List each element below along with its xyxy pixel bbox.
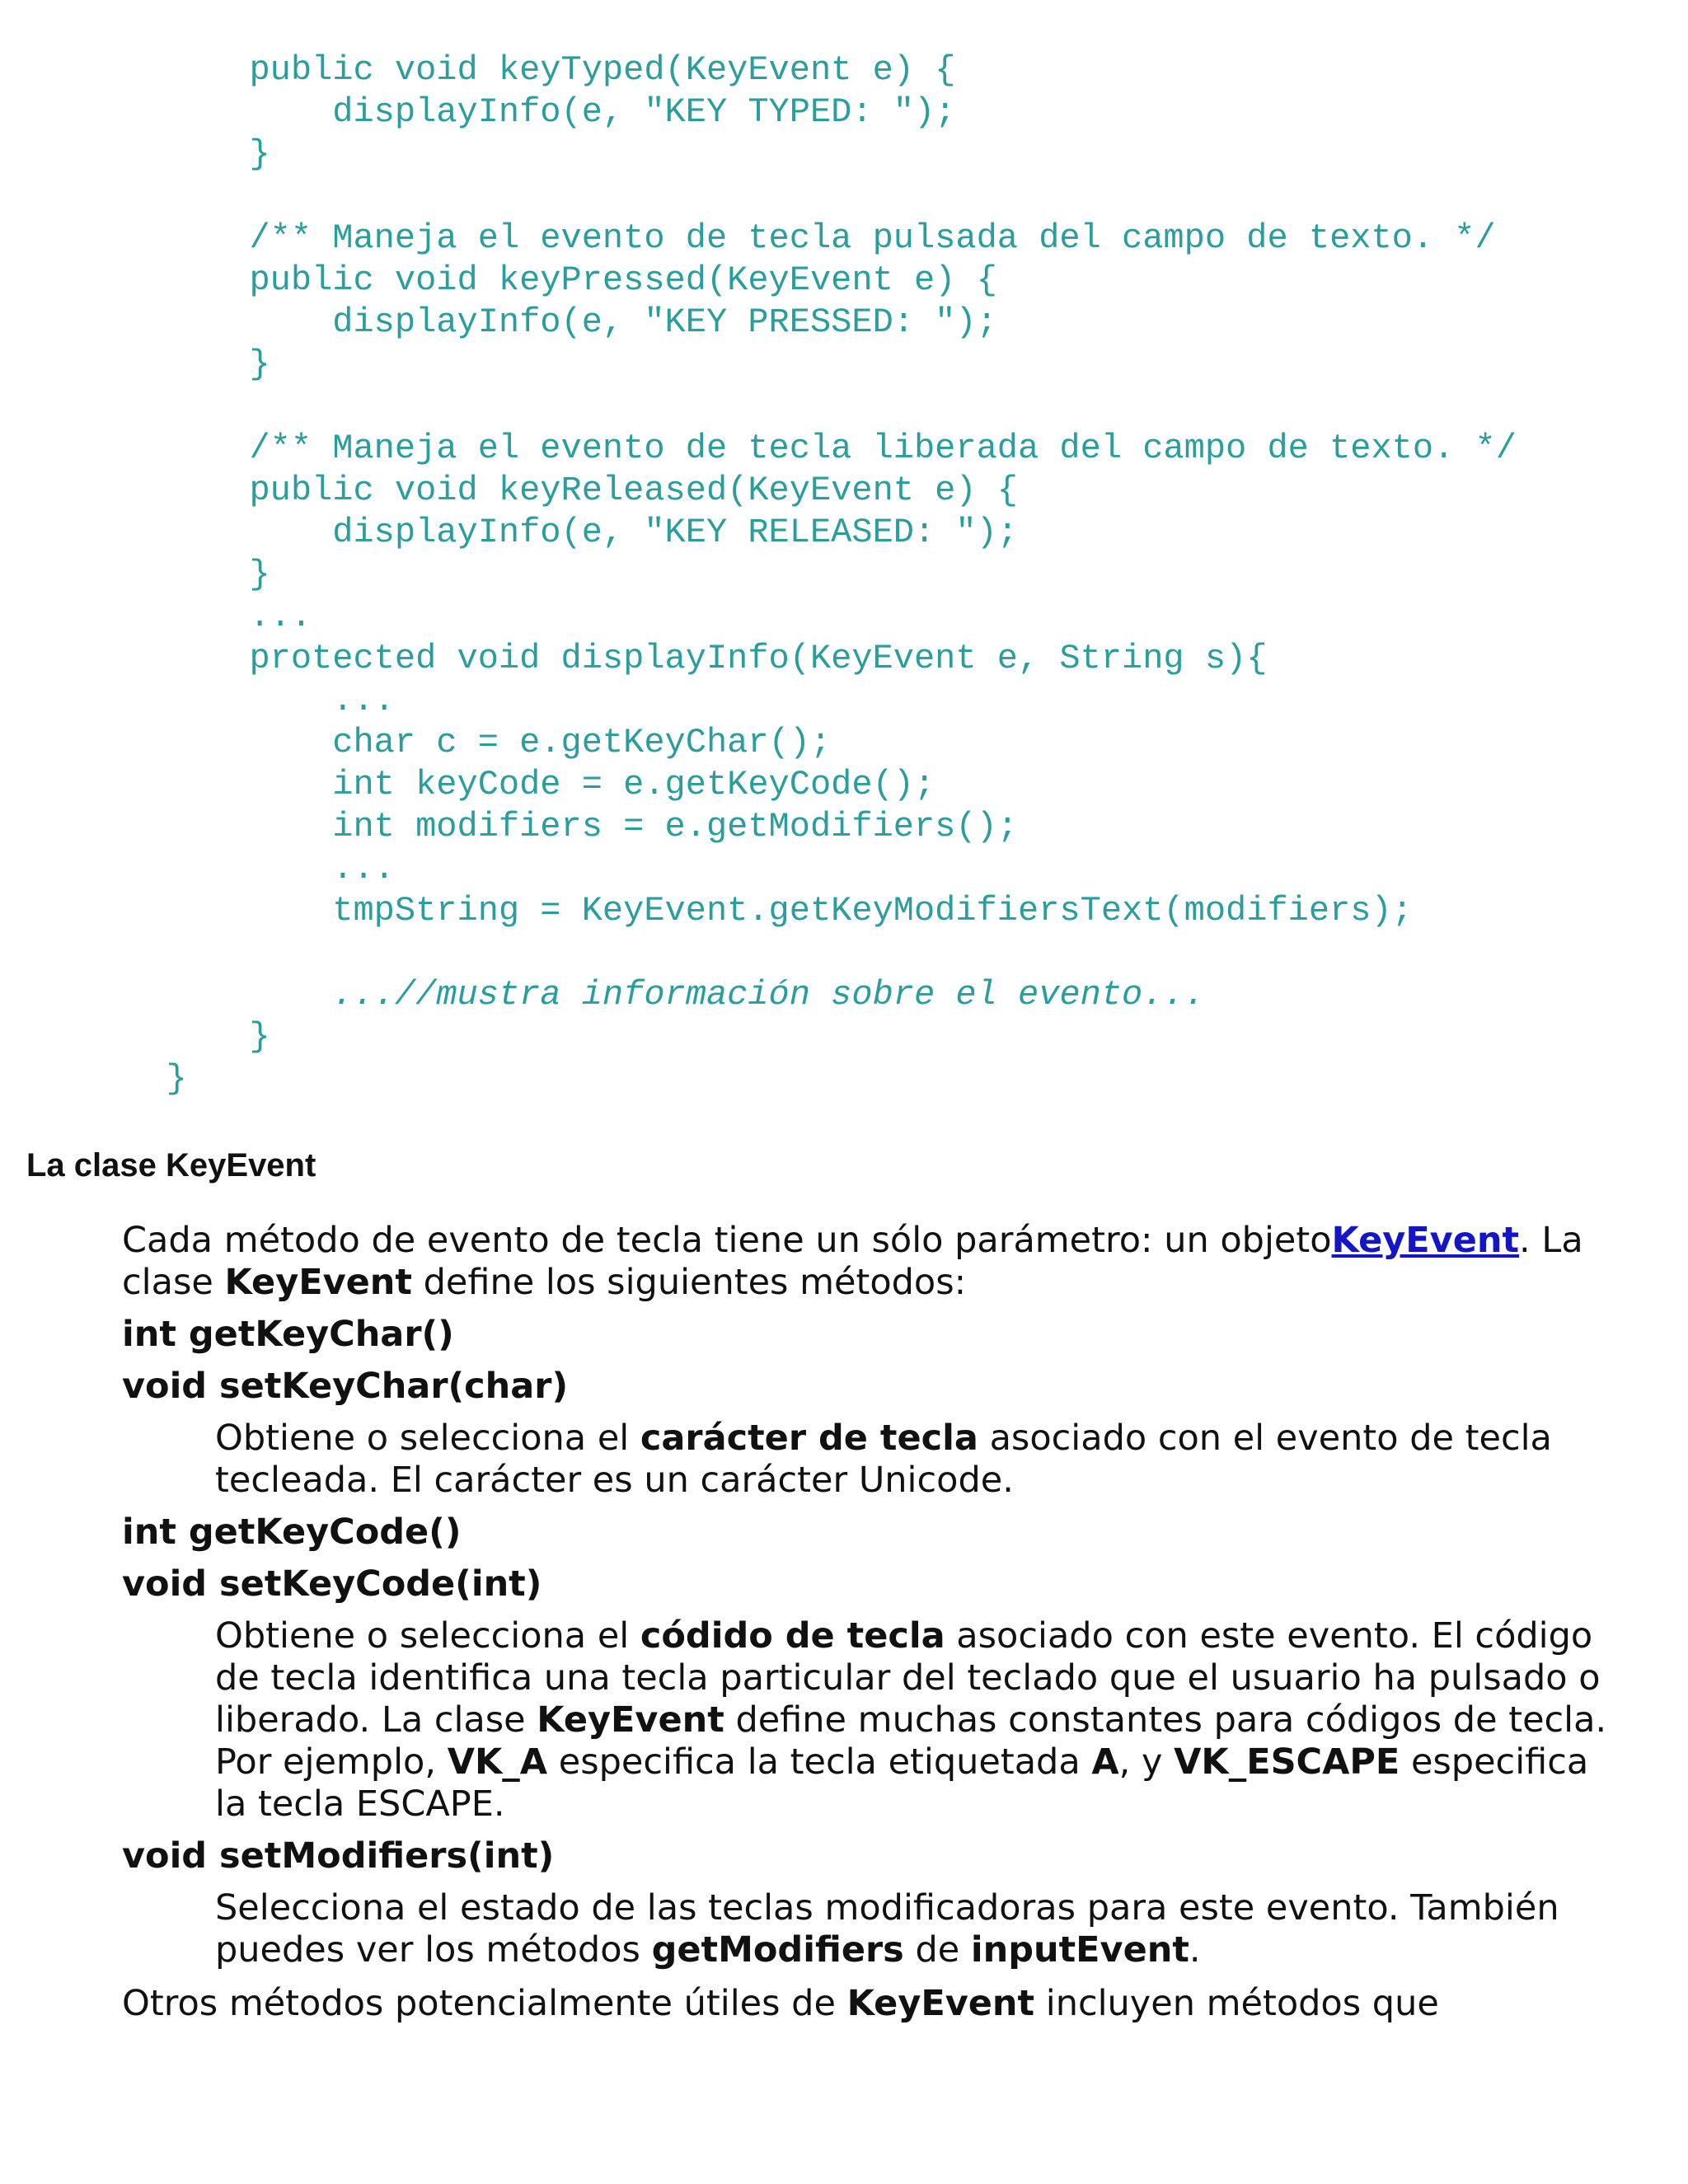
outro-text-2: incluyen métodos que (1034, 1983, 1439, 2024)
intro-bold-keyevent: KeyEvent (224, 1262, 412, 1303)
code-line (0, 932, 1517, 974)
desc-bold: KeyEvent (537, 1699, 724, 1741)
code-line: displayInfo(e, "KEY PRESSED: "); (0, 302, 997, 342)
desc-text: Obtiene o selecciona el (215, 1418, 640, 1459)
code-line: char c = e.getKeyChar(); (0, 723, 832, 762)
desc-text: de (903, 1929, 971, 1971)
code-line: ... (0, 681, 395, 720)
method-term-setkeychar: void setKeyChar(char) (122, 1366, 569, 1407)
section-body (122, 1220, 1622, 2025)
intro-text: Cada método de evento de tecla tiene un sólo parámetro: un objeto (122, 1220, 1332, 1261)
outro-text: Otros métodos potencialmente útiles de (122, 1983, 847, 2024)
desc-bold: carácter de tecla (640, 1418, 978, 1459)
method-term-setmodifiers: void setModifiers(int) (122, 1835, 555, 1877)
desc-text: . (1189, 1929, 1201, 1971)
code-line: /** Maneja el evento de tecla liberada del campo de texto. */ (0, 429, 1517, 468)
code-listing (0, 49, 1517, 1100)
section-heading: La clase KeyEvent (26, 1147, 316, 1183)
method-desc-modifiers (215, 1887, 1622, 1971)
code-line: ... (0, 849, 395, 888)
keyevent-link[interactable]: KeyEvent (1331, 1220, 1520, 1261)
desc-bold: getModifiers (651, 1929, 904, 1971)
desc-text: Selecciona el estado de las teclas modificadoras para este evento. También puedes ver los métodos (215, 1887, 1559, 1971)
method-term-getkeycode: int getKeyCode() (122, 1511, 462, 1553)
desc-bold: códido de tecla (640, 1615, 945, 1657)
code-line: } (0, 1017, 270, 1057)
desc-text: asociado con el evento de tecla tecleada. El carácter es un carácter Unicode. (215, 1418, 1552, 1501)
code-line: public void keyTyped(KeyEvent e) { (0, 50, 956, 90)
code-line: /** Maneja el evento de tecla pulsada del campo de texto. */ (0, 218, 1496, 258)
desc-bold: inputEvent (970, 1929, 1189, 1971)
code-line: protected void displayInfo(KeyEvent e, String s){ (0, 639, 1268, 678)
code-line: int keyCode = e.getKeyCode(); (0, 765, 935, 804)
method-term-getkeychar: int getKeyChar() (122, 1314, 454, 1355)
method-desc-keycode (215, 1615, 1622, 1825)
code-line: } (0, 134, 270, 174)
code-line: int modifiers = e.getModifiers(); (0, 807, 1019, 846)
method-desc-keychar (215, 1418, 1622, 1502)
code-line: displayInfo(e, "KEY RELEASED: "); (0, 513, 1019, 552)
code-line: displayInfo(e, "KEY TYPED: "); (0, 92, 956, 132)
desc-text: , y (1118, 1741, 1175, 1783)
desc-text: Obtiene o selecciona el (215, 1615, 640, 1657)
desc-text: especifica la tecla etiquetada (547, 1741, 1092, 1783)
intro-paragraph (122, 1220, 1622, 1304)
method-term-setkeycode: void setKeyCode(int) (122, 1563, 542, 1605)
desc-text: asociado con este evento. El código de tecla identifica una tecla particular del teclado que el usuario ha pulsado o liberado. La clase (215, 1615, 1601, 1741)
desc-bold: VK_ESCAPE (1174, 1741, 1400, 1783)
intro-text-2: . La clase (122, 1220, 1583, 1303)
code-line: ... (0, 597, 312, 636)
code-line: } (0, 555, 270, 594)
code-line: } (0, 1059, 187, 1099)
code-line (0, 176, 1517, 218)
code-line: tmpString = KeyEvent.getKeyModifiersText(modifiers); (0, 891, 1413, 930)
desc-text: define muchas constantes para códigos de tecla. Por ejemplo, (215, 1699, 1607, 1783)
code-line: public void keyPressed(KeyEvent e) { (0, 260, 997, 300)
desc-bold: VK_A (447, 1741, 548, 1783)
outro-paragraph (122, 1983, 1622, 2025)
code-line: ...//mustra información sobre el evento... (0, 975, 1205, 1015)
code-line (0, 386, 1517, 428)
outro-bold: KeyEvent (846, 1983, 1035, 2024)
code-line: public void keyReleased(KeyEvent e) { (0, 471, 1019, 510)
code-line: } (0, 344, 270, 384)
intro-text-3: define los siguientes métodos: (411, 1262, 967, 1303)
desc-text: especifica la tecla ESCAPE. (215, 1741, 1589, 1825)
desc-bold: A (1091, 1741, 1119, 1783)
